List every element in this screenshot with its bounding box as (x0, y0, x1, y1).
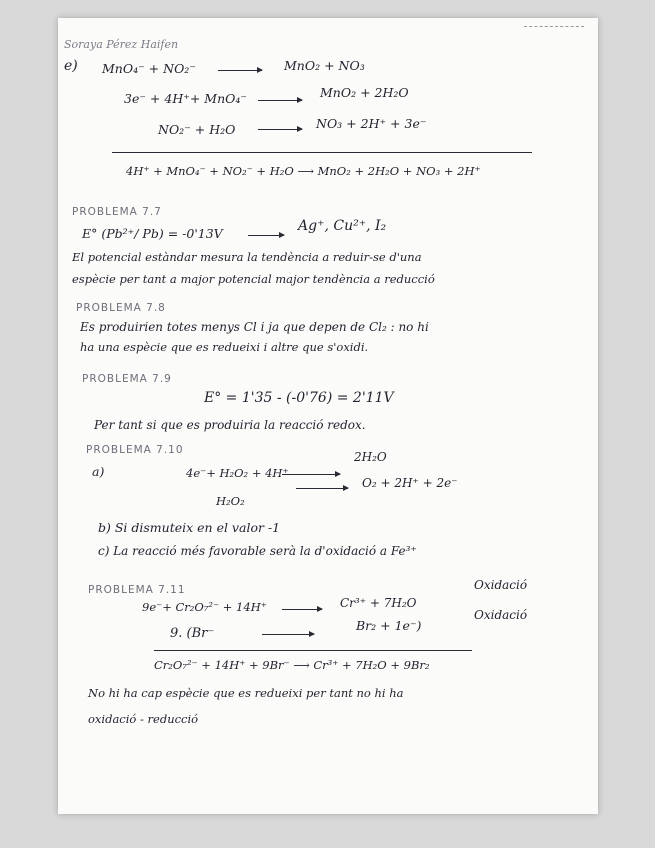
eq-e-reduction-right: MnO₂ + 2H₂O (320, 85, 409, 100)
p77-line2: El potencial estàndar mesura la tendència a reduir-se d'una (72, 250, 422, 264)
p711-r2-note: Oxidació (474, 608, 528, 622)
eq-e-reduction-left: 3e⁻ + 4H⁺+ MnO₄⁻ (124, 91, 247, 106)
sum-line (154, 650, 472, 651)
reaction-arrow (282, 609, 322, 610)
p77-species: Ag⁺, Cu²⁺, I₂ (298, 218, 387, 234)
problem-7-11-heading: PROBLEMA 7.11 (88, 584, 186, 596)
p77-line3: espècie per tant a major potencial major tendència a reducció (72, 272, 435, 286)
eq-e-total: 4H⁺ + MnO₄⁻ + NO₂⁻ + H₂O ⟶ MnO₂ + 2H₂O + NO₃ + 2H⁺ (126, 164, 481, 178)
problem-7-8-heading: PROBLEMA 7.8 (76, 302, 166, 314)
p79-calculation: E° = 1'35 - (-0'76) = 2'11V (204, 390, 394, 406)
p711-r1-left: 9e⁻+ Cr₂O₇²⁻ + 14H⁺ (142, 600, 267, 614)
reaction-arrow (218, 70, 262, 71)
author-name: Soraya Pérez Haifen (64, 38, 179, 51)
problem-7-10-heading: PROBLEMA 7.10 (86, 444, 184, 456)
p710-a2-left: H₂O₂ (216, 494, 245, 508)
p711-r2-right: Br₂ + 1e⁻) (356, 618, 422, 633)
page-corner-mark (524, 26, 584, 27)
p710-a-left: 4e⁻+ H₂O₂ + 4H⁺ (186, 466, 289, 480)
p710-c: c) La reacció més favorable serà la d'oxidació a Fe³⁺ (98, 544, 417, 558)
reaction-arrow (258, 129, 302, 130)
part-e-label: e) (64, 58, 78, 74)
p710-a-right: 2H₂O (354, 450, 387, 464)
p711-conclusion-line2: oxidació - reducció (88, 712, 199, 726)
p79-conclusion: Per tant si que es produiria la reacció redox. (94, 418, 366, 432)
p711-total: Cr₂O₇²⁻ + 14H⁺ + 9Br⁻ ⟶ Cr³⁺ + 7H₂O + 9Br₂ (154, 658, 430, 672)
p711-r2-left: 9. (Br⁻ (170, 626, 215, 641)
p78-line1: Es produirien totes menys Cl i ja que depen de Cl₂ : no hi (80, 320, 429, 334)
p711-conclusion-line1: No hi ha cap espècie que es redueixi per tant no hi ha (88, 686, 404, 700)
p711-r1-note: Oxidació (474, 578, 528, 592)
reaction-arrow (248, 235, 284, 236)
p711-r1-right: Cr³⁺ + 7H₂O (340, 596, 417, 610)
reaction-arrow (282, 474, 340, 475)
notebook-page (58, 18, 598, 814)
reaction-arrow (296, 488, 348, 489)
p78-line2: ha una espècie que es redueixi i altre que s'oxidi. (80, 340, 369, 354)
reaction-arrow (258, 100, 302, 101)
sum-line (112, 152, 532, 153)
reaction-arrow (262, 634, 314, 635)
eq-e-main-left: MnO₄⁻ + NO₂⁻ (102, 61, 196, 76)
problem-7-7-heading: PROBLEMA 7.7 (72, 206, 162, 218)
problem-7-9-heading: PROBLEMA 7.9 (82, 373, 172, 385)
p77-line1: E° (Pb²⁺/ Pb) = -0'13V (82, 226, 223, 241)
eq-e-oxidation-left: NO₂⁻ + H₂O (158, 122, 236, 137)
eq-e-oxidation-right: NO₃ + 2H⁺ + 3e⁻ (316, 116, 427, 131)
p710-b: b) Si dismuteix en el valor -1 (98, 520, 281, 535)
p710-a-label: a) (92, 464, 105, 479)
eq-e-main-right: MnO₂ + NO₃ (284, 58, 365, 73)
p710-a2-right: O₂ + 2H⁺ + 2e⁻ (362, 476, 458, 490)
